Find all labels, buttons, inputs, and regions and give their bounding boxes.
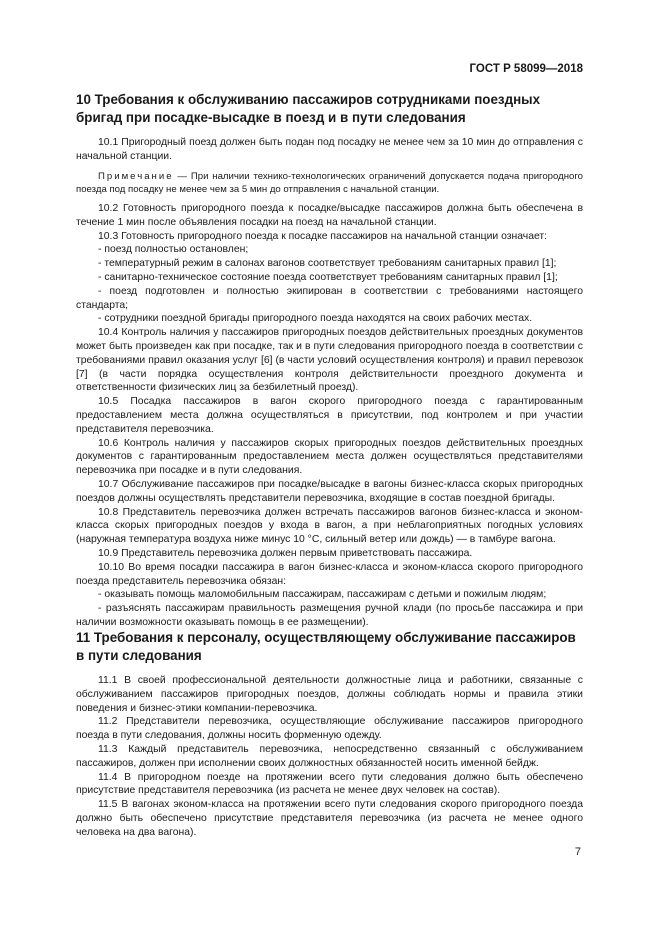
note-label: Примечание (98, 170, 174, 182)
paragraph-10-8: 10.8 Представитель перевозчика должен встречать пассажиров вагонов бизнес-класса и эконом-класса скорых пригородных поездов у входа в вагон, а при неблагоприятных погодных условиях (наружная температура воздуха ниже минус 10 °С, сильный ветер или дождь) — в тамбуре вагона. (76, 506, 583, 546)
section-10-title: 10 Требования к обслуживанию пассажиров сотрудниками поездных бригад при посадке-высадке в поезд и в пути следования (76, 92, 541, 125)
section-11 (76, 629, 583, 840)
list-item: - поезд полностью остановлен; (98, 244, 249, 256)
list-item: - поезд подготовлен и полностью экипирован в соответствии с требованиями настоящего стандарта; (76, 285, 583, 311)
paragraph-10-1: 10.1 Пригородный поезд должен быть подан под посадку не менее чем за 10 мин до отправления с начальной станции. (76, 137, 583, 162)
section-10 (76, 91, 583, 630)
list-item: - температурный режим в салонах вагонов соответствует требованиям санитарных правил [1]; (98, 258, 557, 270)
section-11-title: 11 Требования к персоналу, осуществляющему обслуживание пассажиров в пути следования (76, 630, 576, 663)
paragraph-10-9: 10.9 Представитель перевозчика должен первым приветствовать пассажира. (98, 547, 473, 559)
paragraph-10-6: 10.6 Контроль наличия у пассажиров скорых пригородных поездов действительных проездных документов с гарантированным предоставлением места должен осуществляться представителями перевозчика при посадке и в пути следования. (76, 437, 583, 477)
paragraph-10-5: 10.5 Посадка пассажиров в вагон скорого пригородного поезда с гарантированным предоставлением места должна осуществляться в присутствии, под контролем и при участии представителя перевозчика. (76, 396, 583, 435)
paragraph-11-2: 11.2 Представители перевозчика, осуществляющие обслуживание пассажиров пригородного поезда в пути следования, должны носить форменную одежду. (76, 716, 583, 742)
paragraph-10-2: 10.2 Готовность пригородного поезда к посадке/высадке пассажиров должна быть обеспечена в течение 1 мин после объявления посадки на поезд на начальной станции. (76, 203, 583, 228)
paragraph-11-1: 11.1 В своей профессиональной деятельности должностные лица и работники, связанные с обслуживанием пассажиров пригородных поездов, должны соблюдать нормы и правила этики поведения и бизнес-этики компании-перевозчика. (76, 675, 583, 714)
paragraph-10-7: 10.7 Обслуживание пассажиров при посадке/высадке в вагоны бизнес-класса скорых пригородных поездов должны осуществлять представители перевозчика, входящие в состав поездной бригады. (76, 478, 583, 504)
paragraph-10-10: 10.10 Во время посадки пассажира в вагон бизнес-класса и эконом-класса скорого пригородного поезда представитель перевозчика обязан: (76, 561, 583, 587)
standard-code: ГОСТ Р 58099—2018 (469, 63, 583, 75)
paragraph-11-4: 11.4 В пригородном поезде на протяжении всего пути следования должно быть обеспечено присутствие представителя перевозчика (из расчета не менее двух человек на состав). (76, 771, 583, 797)
list-item: - сотрудники поездной бригады пригородного поезда находятся на своих рабочих местах. (98, 313, 533, 325)
list-item: - оказывать помощь маломобильным пассажирам, пассажирам с детьми и пожилым людям; (98, 589, 547, 601)
list-item: - разъяснять пассажирам правильность размещения ручной клади (по просьбе пассажира и при наличии возможности оказывать помощь в ее размещении). (76, 603, 583, 628)
paragraph-11-5: 11.5 В вагонах эконом-класса на протяжении всего пути следования скорого пригородного поезда должно быть обеспечено присутствие представителя перевозчика (из расчета не менее одного человека на два вагона). (76, 799, 583, 838)
note-text: — При наличии технико-технологических ограничений допускается подача пригородного поезда под посадку не менее чем за 5 мин до отправления с начальной станции. (76, 170, 583, 195)
note-10-1 (76, 170, 583, 196)
paragraph-11-3: 11.3 Каждый представитель перевозчика, непосредственно связанный с обслуживанием пассажиров, должен при исполнении своих должностных обязанностей носить именной бейдж. (76, 743, 583, 769)
list-item: - санитарно-техническое состояние поезда соответствует требованиям санитарных правил [1]; (98, 271, 558, 283)
page-number: 7 (574, 846, 581, 858)
paragraph-10-4: 10.4 Контроль наличия у пассажиров пригородных поездов действительных проездных документов может быть произведен как при посадке, так и в пути следования пригородного поезда в соответствии с требованиями правил оказания услуг [6] (в части условий осуществления контроля) и правил перевозок [7] (в части порядка осуществления контроля действительности проездного документа и ответственности физических лиц за безбилетный проезд). (76, 327, 583, 394)
paragraph-10-3: 10.3 Готовность пригородного поезда к посадке пассажиров на начальной станции означает: (98, 230, 548, 242)
